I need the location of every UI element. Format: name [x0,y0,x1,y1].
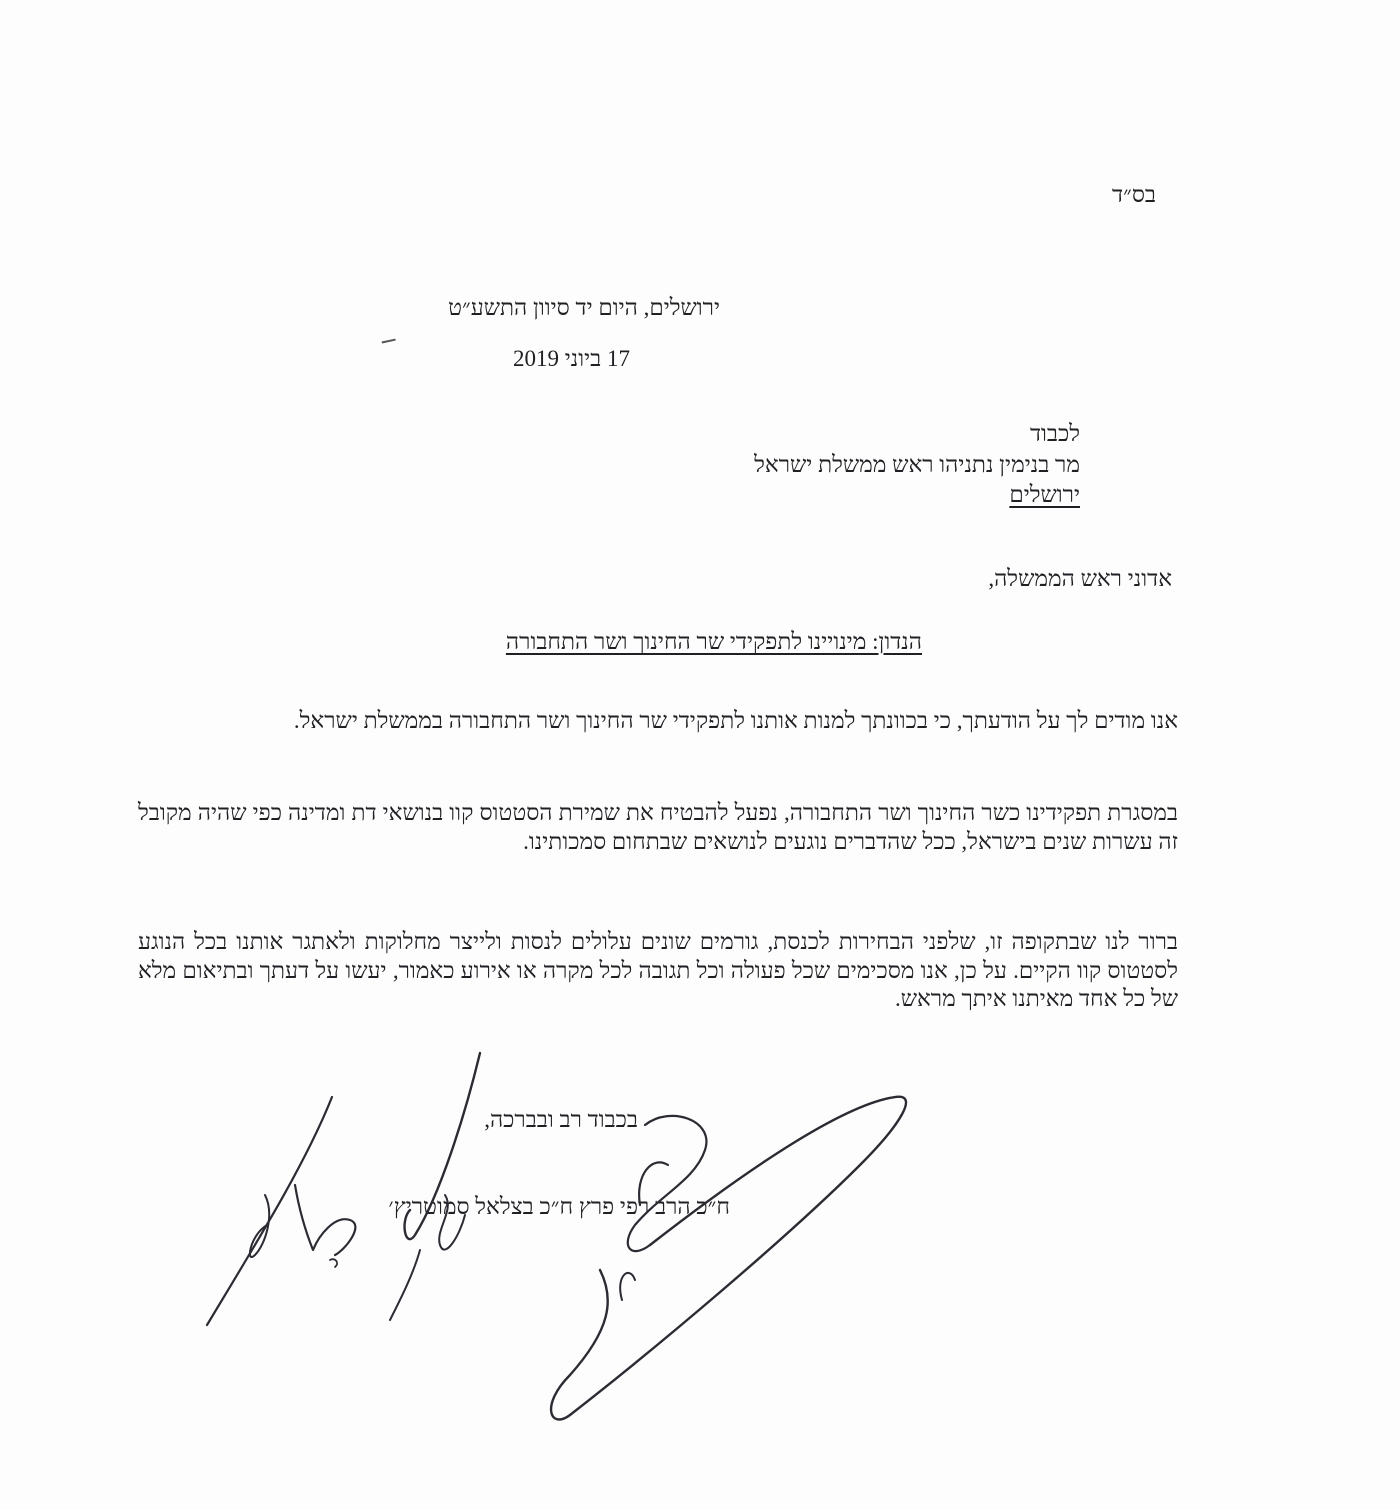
bsd-header: בס״ד [1112,182,1156,207]
closing-line: בכבוד רב ובברכה, [484,1107,638,1132]
body-paragraph-1: אנו מודים לך על הודעתך, כי בכוונתך למנות אותנו לתפקידי שר החינוך ושר התחבורה בממשלת ישראל. [293,708,1178,733]
pen-mark [382,339,397,347]
signatories-line: ח״כ הרב רפי פרץ ח״כ בצלאל סמוטריץ׳ [388,1194,730,1219]
subject-line: הנדון: מינויינו לתפקידי שר החינוך ושר התחבורה [505,629,922,654]
signature-right [540,1085,920,1425]
recipient-honorific: לכבוד [1029,421,1080,446]
body-paragraph-2: במסגרת תפקידינו כשר החינוך ושר התחבורה, נפעל להבטיח את שמירת הסטטוס קוו בנושאי דת ומדינה כפי שהיה מקובל זה עשרות שנים בישראל, ככל שהדברים נוגעים לנושאים שבתחום סמכותינו. [138,800,1178,854]
salutation: אדוני ראש הממשלה, [988,566,1172,591]
recipient-city: ירושלים [1009,482,1080,507]
signature-left [195,1045,515,1345]
recipient-name-title: מר בנימין נתניהו ראש ממשלת ישראל [754,452,1080,477]
place-date-hebrew: ירושלים, היום יד סיוון התשע״ט [448,295,720,320]
date-gregorian: 17 ביוני 2019 [512,346,630,371]
body-paragraph-3: ברור לנו שבתקופה זו, שלפני הבחירות לכנסת, גורמים שונים עלולים לנסות ולייצר מחלוקות ולאתגר אותנו בכל הנוגע לסטטוס קוו הקיים. על כן, אנו מסכימים שכל פעולה וכל תגובה לכל מקרה או אירוע כאמור, יעשו על דעתך ובתיאום מלא של כל אחד מאיתנו איתך מראש. [138,929,1178,1011]
